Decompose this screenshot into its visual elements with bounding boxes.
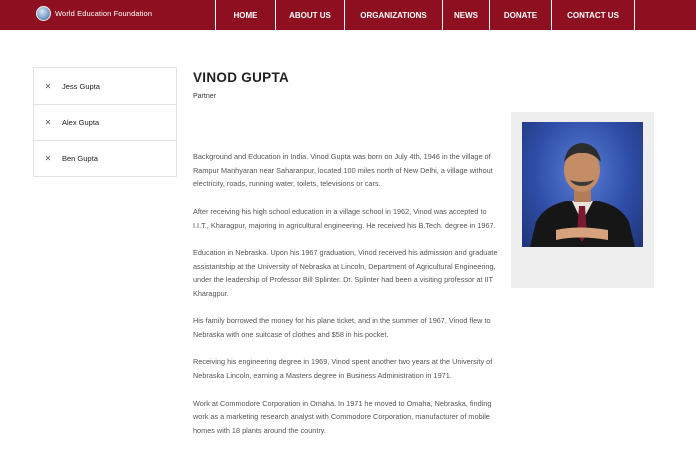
bio-paragraph: Receiving his engineering degree in 1969, Vinod spent another two years at the University of Nebraska Lincoln, earning a Masters degree in Business Administration in 1971.: [193, 357, 493, 381]
nav-contact-us[interactable]: CONTACT US: [551, 0, 635, 30]
nav-organizations[interactable]: ORGANIZATIONS: [344, 0, 442, 30]
nav-news[interactable]: NEWS: [442, 0, 489, 30]
sidebar-item-label: Ben Gupta: [62, 154, 98, 163]
nav-home[interactable]: HOME: [215, 0, 275, 30]
globe-icon: [36, 6, 51, 21]
sidebar-item-label: Alex Gupta: [62, 118, 100, 127]
sidebar-item-alex-gupta[interactable]: [34, 104, 176, 140]
nav-donate[interactable]: DONATE: [489, 0, 551, 30]
sidebar-item-ben-gupta[interactable]: [34, 140, 176, 176]
team-sidebar: [33, 67, 177, 177]
sidebar-item-label: Jess Gupta: [62, 81, 100, 91]
profile-biography: [193, 150, 498, 451]
top-navigation-bar: [0, 0, 696, 30]
portrait-illustration: [522, 122, 643, 247]
close-icon: ✕: [44, 118, 52, 127]
close-icon: ✕: [44, 154, 52, 163]
site-logo[interactable]: [36, 6, 152, 21]
sidebar-item-jess-gupta[interactable]: [34, 68, 176, 104]
bio-paragraph: Background and Education in India. Vinod Gupta was born on July 4th, 1946 in the village of Rampur Manhyaran near Saharanpur, located 100 miles north of New Delhi, a village without electricity, roads, running water, toilets, televisions or cars.: [193, 152, 493, 189]
bio-paragraph: After receiving his high school education in a village school in 1962, Vinod was accepted to I.I.T., Kharagpur, majoring in agricultural engineering. He received his B.Tech. degree in 1967.: [193, 206, 496, 230]
profile-photo: [522, 122, 643, 247]
bio-paragraph: Work at Commodore Corporation in Omaha. In 1971 he moved to Omaha, Nebraska, finding work as a marketing research analyst with Commodore Corporation, manufacturer of mobile homes with 18 plants around the country.: [193, 398, 492, 435]
site-name: World Education Foundation: [55, 9, 153, 18]
nav-about-us[interactable]: ABOUT US: [275, 0, 344, 30]
bio-paragraph: His family borrowed the money for his plane ticket, and in the summer of 1967, Vinod flew to Nebraska with one suitcase of clothes and $58 in his pocket.: [193, 316, 491, 340]
profile-role: Partner: [193, 93, 216, 100]
profile-photo-panel: [511, 112, 654, 288]
profile-name: VINOD GUPTA: [193, 70, 290, 85]
bio-paragraph: Education in Nebraska. Upon his 1967 graduation, Vinod received his admission and graduate assistantship at the University of Nebraska at Lincoln, Department of Agricultural Engineering, under the leadership of Professor Bill Splinter. Dr. Splinter had been a visiting professor at IIT Kharagpur.: [193, 247, 498, 298]
close-icon: ✕: [44, 81, 52, 91]
main-nav: [215, 0, 635, 30]
